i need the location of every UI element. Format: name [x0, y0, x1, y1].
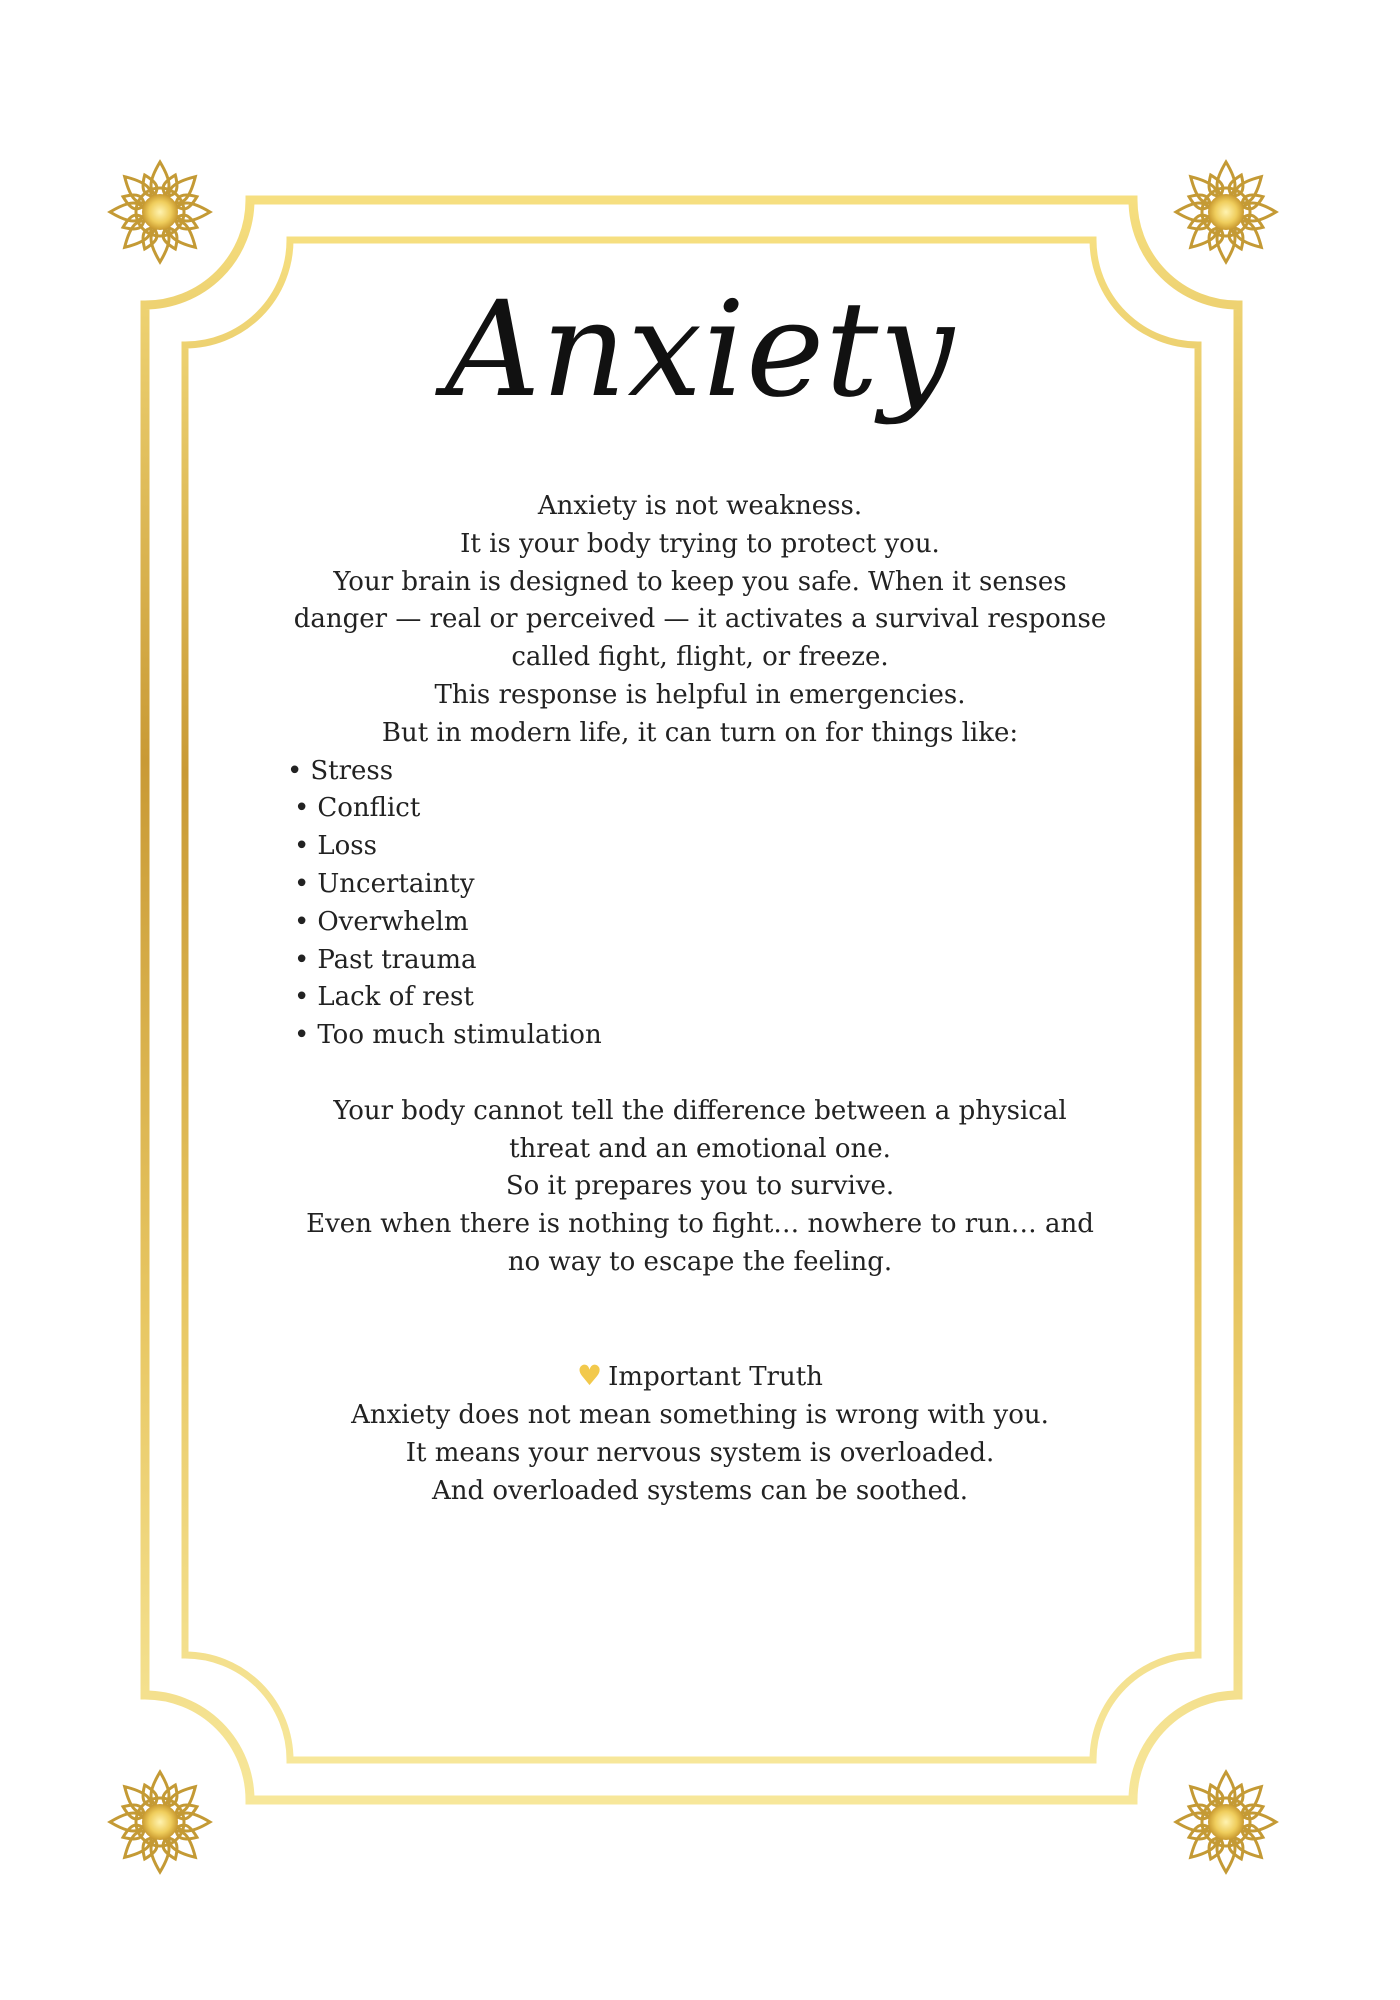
list-item — [260, 790, 1140, 828]
list-item — [260, 753, 1140, 791]
mandala-ornament-bottom-right — [1174, 1770, 1279, 1875]
bullet-dot-icon: • — [294, 944, 310, 975]
list-item — [260, 942, 1140, 980]
body-line: Even when there is nothing to fight… nowhere to run… and — [306, 1209, 1094, 1240]
bullet-dot-icon: • — [287, 755, 303, 786]
intro-line: But in modern life, it can turn on for things like: — [381, 717, 1019, 748]
bullet-dot-icon: • — [294, 1020, 310, 1051]
mandala-ornament-top-left — [108, 160, 213, 265]
bullet-dot-icon: • — [294, 793, 310, 824]
bullet-dot-icon: • — [294, 831, 310, 862]
list-item-label: Lack of rest — [317, 982, 474, 1013]
mandala-ornament-top-right — [1174, 160, 1279, 265]
trigger-list — [260, 753, 1140, 1055]
list-item-label: Overwhelm — [317, 906, 469, 937]
list-item-label: Past trauma — [317, 944, 477, 975]
mandala-ornament-bottom-left — [108, 1770, 213, 1875]
truth-heading: Important Truth — [608, 1362, 823, 1393]
list-item-label: Uncertainty — [317, 868, 475, 899]
truth-heading-row — [260, 1357, 1140, 1397]
paragraph-spacer — [260, 1055, 1140, 1093]
list-item — [260, 1017, 1140, 1055]
page-title: Anxiety — [445, 273, 955, 427]
list-item — [260, 979, 1140, 1017]
intro-line: Your brain is designed to keep you safe. When it senses — [333, 566, 1067, 597]
truth-line: It means your nervous system is overloaded. — [405, 1437, 995, 1468]
list-item — [260, 828, 1140, 866]
paragraph-spacer — [260, 1282, 1140, 1358]
body-line: So it prepares you to survive. — [505, 1171, 895, 1202]
page-body — [260, 488, 1140, 1511]
important-truth-section — [260, 1357, 1140, 1510]
body-line: no way to escape the feeling. — [507, 1246, 893, 1277]
intro-line: Anxiety is not weakness. — [537, 491, 863, 521]
body-line: threat and an emotional one. — [509, 1133, 891, 1164]
list-item-label: Loss — [317, 831, 377, 862]
intro-paragraph — [260, 488, 1140, 753]
bullet-dot-icon: • — [294, 868, 310, 899]
truth-line: And overloaded systems can be soothed. — [432, 1475, 968, 1506]
list-item — [260, 866, 1140, 904]
body-line: Your body cannot tell the difference between a physical — [333, 1095, 1067, 1126]
list-item-label: Conflict — [317, 793, 421, 824]
intro-line: It is your body trying to protect you. — [460, 528, 940, 559]
bullet-dot-icon: • — [294, 906, 310, 937]
bullet-dot-icon: • — [294, 982, 310, 1013]
yellow-heart-icon: ♥ — [577, 1359, 603, 1393]
list-item-label: Stress — [310, 755, 394, 786]
truth-line: Anxiety does not mean something is wrong with you. — [351, 1400, 1049, 1431]
intro-line: danger — real or perceived — it activates a survival response — [293, 604, 1107, 635]
intro-line: This response is helpful in emergencies. — [434, 679, 966, 710]
list-item — [260, 904, 1140, 942]
body-paragraph — [260, 1093, 1140, 1282]
list-item-label: Too much stimulation — [317, 1020, 602, 1051]
intro-line: called fight, flight, or freeze. — [511, 642, 889, 673]
